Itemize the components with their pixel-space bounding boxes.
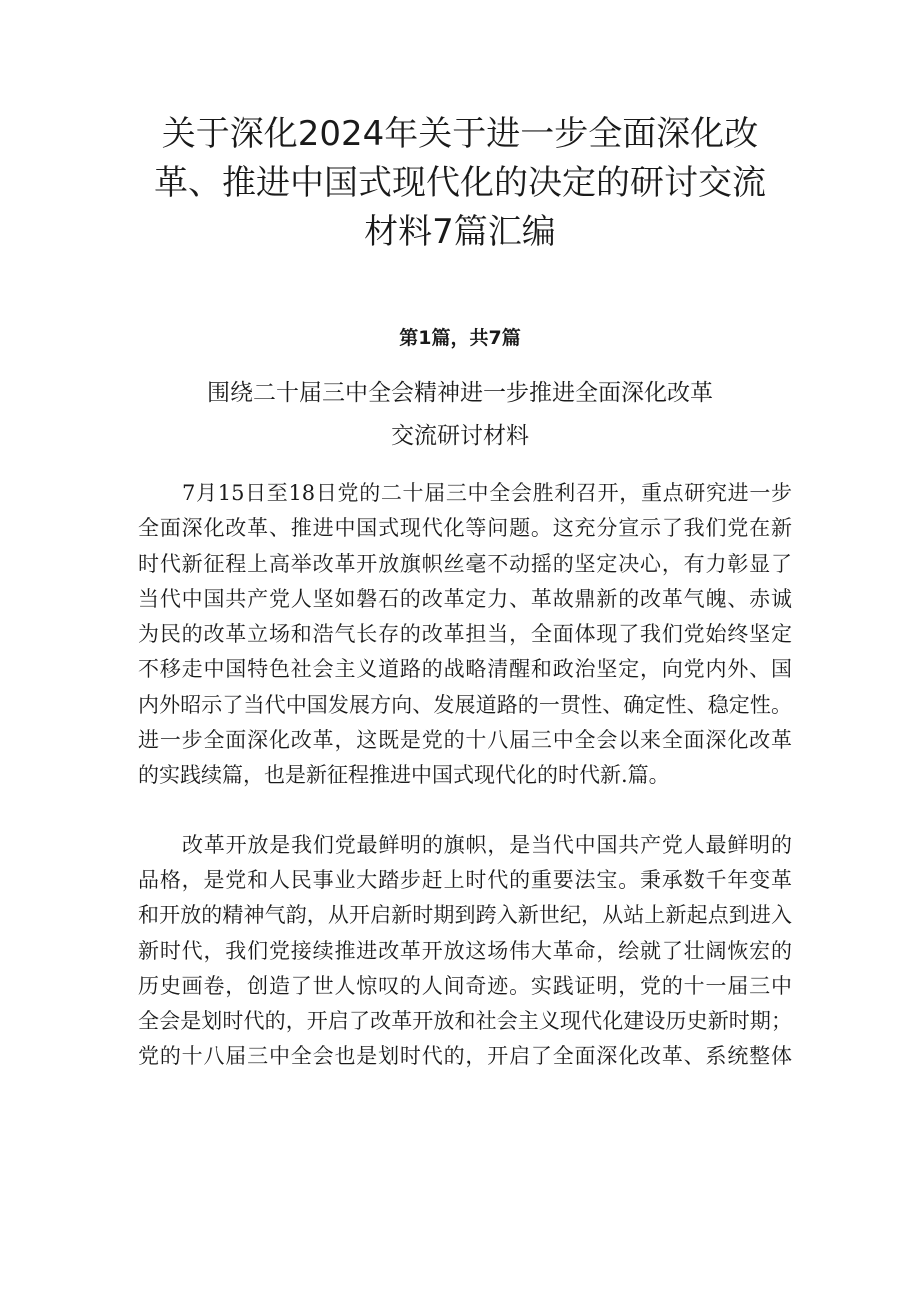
article-title-line: 交流研讨材料 bbox=[391, 423, 529, 449]
text-line: 改革开放是我们党最鲜明的旗帜，是当代中国共产党人最鲜明的 bbox=[182, 832, 792, 857]
document-title bbox=[140, 110, 780, 257]
paragraph bbox=[138, 476, 792, 794]
text-line: 全面深化改革、推进中国式现代化等问题。这充分宣示了我们党在新 bbox=[138, 516, 792, 541]
text-line: 和开放的精神气韵，从开启新时期到跨入新世纪，从站上新起点到进入 bbox=[138, 903, 792, 928]
text-line: 党的十八届三中全会也是划时代的，开启了全面深化改革、系统整体 bbox=[138, 1044, 792, 1069]
text-line: 的实践续篇，也是新征程推进中国式现代化的时代新.篇。 bbox=[138, 763, 670, 788]
document-title-line: 关于深化2024年关于进一步全面深化改 bbox=[161, 114, 759, 154]
text-line: 7月15日至18日党的二十届三中全会胜利召开，重点研究进一步 bbox=[182, 481, 792, 505]
document-title-line: 材料7篇汇编 bbox=[364, 212, 556, 252]
text-line: 内外昭示了当代中国发展方向、发展道路的一贯性、确定性、稳定性。 bbox=[138, 692, 792, 717]
article-body bbox=[138, 476, 792, 1075]
text-line: 时代新征程上高举改革开放旗帜丝毫不动摇的坚定决心，有力彰显了 bbox=[138, 551, 792, 576]
text-line: 为民的改革立场和浩气长存的改革担当，全面体现了我们党始终坚定 bbox=[138, 622, 792, 647]
paragraph bbox=[138, 828, 792, 1075]
text-line: 新时代，我们党接续推进改革开放这场伟大革命，绘就了壮阔恢宏的 bbox=[138, 938, 792, 963]
part-label: 第1篇，共7篇 bbox=[399, 327, 521, 349]
text-line: 当代中国共产党人坚如磐石的改革定力、革故鼎新的改革气魄、赤诚 bbox=[138, 586, 792, 611]
text-line: 历史画卷，创造了世人惊叹的人间奇迹。实践证明，党的十一届三中 bbox=[138, 973, 792, 998]
article-title-line: 围绕二十届三中全会精神进一步推进全面深化改革 bbox=[207, 380, 713, 406]
text-line: 进一步全面深化改革，这既是党的十八届三中全会以来全面深化改革 bbox=[138, 728, 792, 753]
article-title bbox=[140, 372, 780, 458]
text-line: 全会是划时代的，开启了改革开放和社会主义现代化建设历史新时期； bbox=[138, 1009, 792, 1034]
text-line: 品格，是党和人民事业大踏步赶上时代的重要法宝。秉承数千年变革 bbox=[138, 867, 792, 892]
text-line: 不移走中国特色社会主义道路的战略清醒和政治坚定，向党内外、国 bbox=[138, 657, 792, 682]
document-title-line: 革、推进中国式现代化的决定的研讨交流 bbox=[154, 163, 766, 203]
